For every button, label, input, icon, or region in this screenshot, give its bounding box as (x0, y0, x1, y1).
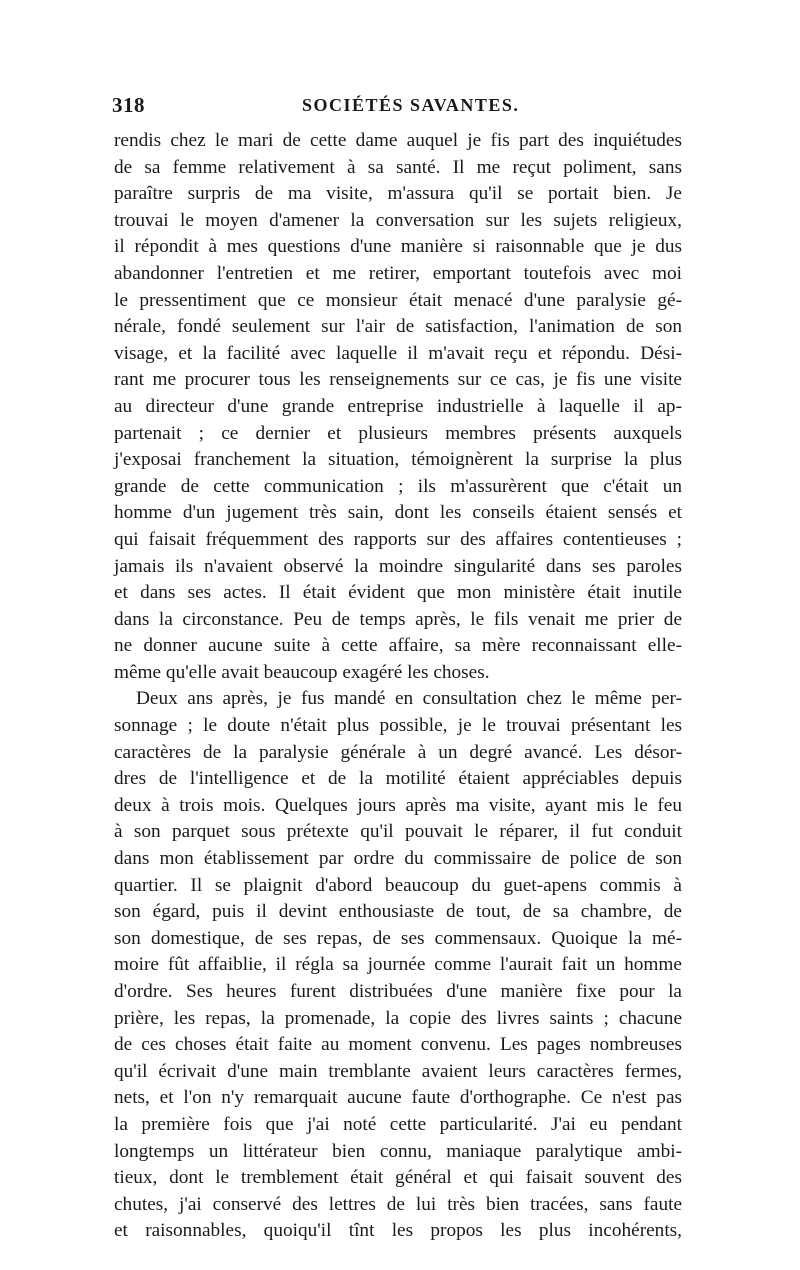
text-line: et dans ses actes. Il était évident que mon ministère était inutile (114, 582, 682, 604)
text-line: moire fût affaiblie, il régla sa journée comme l'aurait fait un homme (114, 954, 682, 976)
text-line: la première fois que j'ai noté cette particularité. J'ai eu pendant (114, 1113, 682, 1135)
text-line: chutes, j'ai conservé des lettres de lui très bien tracées, sans faute (114, 1193, 682, 1215)
text-line: j'exposai franchement la situation, témoignèrent la surprise la plus (114, 449, 682, 471)
text-line: homme d'un jugement très sain, dont les conseils étaient sensés et (114, 502, 682, 524)
page-header (112, 93, 682, 123)
running-head: SOCIÉTÉS SAVANTES. (302, 95, 520, 115)
body-text (114, 128, 682, 1245)
text-line: tieux, dont le tremblement était général et qui faisait souvent des (114, 1167, 682, 1189)
text-line: nérale, fondé seulement sur l'air de satisfaction, l'animation de son (114, 316, 682, 338)
text-line: de ces choses était faite au moment convenu. Les pages nombreuses (114, 1034, 682, 1056)
text-line: son égard, puis il devint enthousiaste de tout, de sa chambre, de (114, 901, 682, 923)
text-line: Deux ans après, je fus mandé en consultation chez le même per- (136, 688, 682, 710)
text-line: à son parquet sous prétexte qu'il pouvait le réparer, il fut conduit (114, 821, 682, 843)
page-number: 318 (112, 93, 145, 117)
text-line: même qu'elle avait beaucoup exagéré les choses. (114, 661, 490, 683)
text-line: deux à trois mois. Quelques jours après ma visite, ayant mis le feu (114, 794, 682, 816)
text-line: son domestique, de ses repas, de ses commensaux. Quoique la mé- (114, 927, 682, 949)
text-line: dres de l'intelligence et de la motilité étaient appréciables depuis (114, 768, 682, 790)
text-line: de sa femme relativement à sa santé. Il me reçut poliment, sans (114, 156, 682, 178)
text-line: partenait ; ce dernier et plusieurs membres présents auxquels (114, 422, 682, 444)
text-line: dans mon établissement par ordre du commissaire de police de son (114, 848, 682, 870)
text-line: qui faisait fréquemment des rapports sur des affaires contentieuses ; (114, 528, 682, 550)
text-line: sonnage ; le doute n'était plus possible, je le trouvai présentant les (114, 715, 682, 737)
text-line: nets, et l'on n'y remarquait aucune faute d'orthographe. Ce n'est pas (114, 1087, 682, 1109)
text-line: paraître surpris de ma visite, m'assura qu'il se portait bien. Je (114, 183, 682, 205)
text-line: caractères de la paralysie générale à un degré avancé. Les désor- (114, 741, 682, 763)
text-line: le pressentiment que ce monsieur était menacé d'une paralysie gé- (114, 289, 682, 311)
text-line: abandonner l'entretien et me retirer, emportant toutefois avec moi (114, 262, 682, 284)
text-line: ne donner aucune suite à cette affaire, sa mère reconnaissant elle- (114, 635, 682, 657)
text-line: rendis chez le mari de cette dame auquel je fis part des inquiétudes (114, 130, 682, 151)
text-line: dans la circonstance. Peu de temps après, le fils venait me prier de (114, 608, 682, 630)
text-line: grande de cette communication ; ils m'assurèrent que c'était un (114, 475, 682, 497)
text-line: et raisonnables, quoiqu'il tînt les propos les plus incohérents, (114, 1220, 682, 1242)
text-line: il répondit à mes questions d'une manière si raisonnable que je dus (114, 236, 682, 258)
text-line: quartier. Il se plaignit d'abord beaucoup du guet-apens commis à (114, 874, 682, 896)
text-line: d'ordre. Ses heures furent distribuées d'une manière fixe pour la (114, 981, 682, 1002)
text-line: rant me procurer tous les renseignements sur ce cas, je fis une visite (114, 369, 682, 391)
text-line: prière, les repas, la promenade, la copie des livres saints ; chacune (114, 1007, 682, 1029)
text-line: trouvai le moyen d'amener la conversation sur les sujets religieux, (114, 209, 682, 231)
text-line: jamais ils n'avaient observé la moindre singularité dans ses paroles (114, 555, 682, 577)
text-line: au directeur d'une grande entreprise industrielle à laquelle il ap- (114, 395, 682, 417)
text-line: longtemps un littérateur bien connu, maniaque paralytique ambi- (114, 1140, 682, 1162)
text-line: qu'il écrivait d'une main tremblante avaient leurs caractères fermes, (114, 1060, 682, 1082)
text-line: visage, et la facilité avec laquelle il m'avait reçu et répondu. Dési- (114, 342, 682, 364)
